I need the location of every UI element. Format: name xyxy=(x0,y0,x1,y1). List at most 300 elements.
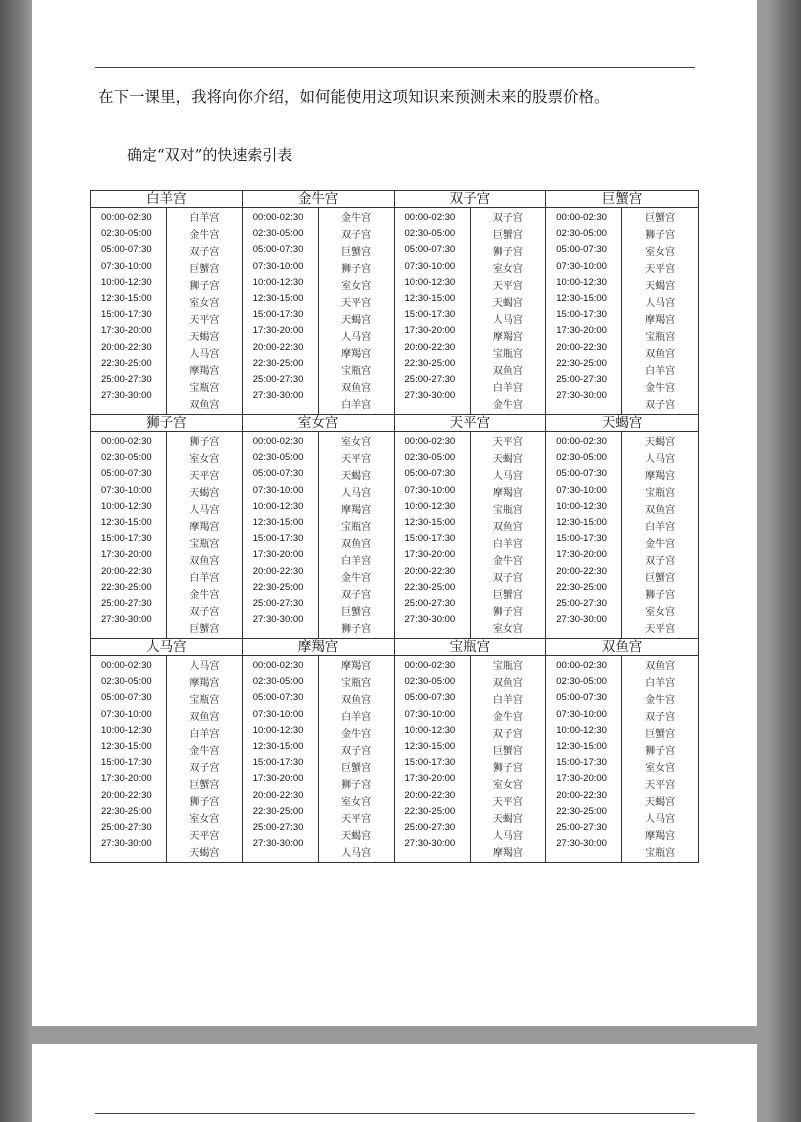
sign-name: 人马宫 xyxy=(645,814,676,825)
time-range: 10:00-12:30 xyxy=(404,276,456,288)
zodiac-table xyxy=(91,639,243,862)
intro-paragraph: 在下一课里，我将向你介绍，如何能使用这项知识来预测未来的股票价格。 xyxy=(98,88,610,106)
sign-name: 狮子宫 xyxy=(492,763,523,774)
zodiac-table-title: 天平宫 xyxy=(395,415,546,432)
sign-name: 巨蟹宫 xyxy=(189,264,220,275)
sign-name: 双子宫 xyxy=(645,556,676,567)
time-range: 22:30-25:00 xyxy=(101,581,152,593)
sign-name: 狮子宫 xyxy=(492,247,523,258)
sign-name: 宝瓶宫 xyxy=(341,522,372,533)
sign-name: 天蝎宫 xyxy=(645,437,676,448)
time-range: 27:30-30:00 xyxy=(252,614,304,626)
time-range: 05:00-07:30 xyxy=(252,244,304,256)
sign-name: 天平宫 xyxy=(492,281,523,292)
table-heading: 确定“双对”的快速索引表 xyxy=(127,146,293,164)
sign-name: 摩羯宫 xyxy=(189,366,220,377)
sign-name: 天蝎宫 xyxy=(341,471,372,482)
time-range: 22:30-25:00 xyxy=(404,357,456,369)
time-range: 10:00-12:30 xyxy=(404,500,456,512)
sign-name: 白羊宫 xyxy=(189,573,220,584)
time-range: 17:30-20:00 xyxy=(404,325,456,337)
sign-name: 巨蟹宫 xyxy=(492,230,523,241)
sign-name: 狮子宫 xyxy=(189,437,220,448)
time-range: 07:30-10:00 xyxy=(252,260,304,272)
sign-name: 天平宫 xyxy=(645,780,676,791)
time-range: 05:00-07:30 xyxy=(556,692,607,704)
time-range: 00:00-02:30 xyxy=(556,660,607,671)
sign-name: 人马宫 xyxy=(492,471,523,482)
sign-name: 双子宫 xyxy=(645,400,676,411)
sign-name: 天蝎宫 xyxy=(189,848,220,859)
time-range: 17:30-20:00 xyxy=(404,549,456,561)
time-range: 27:30-30:00 xyxy=(404,838,456,850)
time-range: 00:00-02:30 xyxy=(101,660,152,671)
sign-name: 白羊宫 xyxy=(492,695,523,706)
sign-name: 人马宫 xyxy=(189,661,220,672)
sign-name: 人马宫 xyxy=(645,454,676,465)
sign-name: 天平宫 xyxy=(341,814,372,825)
sign-name: 双鱼宫 xyxy=(189,556,220,567)
time-range: 22:30-25:00 xyxy=(556,805,607,817)
time-range: 22:30-25:00 xyxy=(252,581,304,593)
sign-name: 天蝎宫 xyxy=(341,831,372,842)
time-range: 12:30-15:00 xyxy=(404,292,456,304)
time-range: 15:00-17:30 xyxy=(404,533,456,545)
sign-name: 宝瓶宫 xyxy=(189,539,220,550)
sign-name: 双子宫 xyxy=(341,590,372,601)
sign-name: 白羊宫 xyxy=(492,539,523,550)
time-range: 10:00-12:30 xyxy=(252,276,304,288)
time-range: 05:00-07:30 xyxy=(101,692,152,704)
sign-column xyxy=(622,432,698,638)
sign-name: 白羊宫 xyxy=(492,383,523,394)
sign-name: 天平宫 xyxy=(189,315,220,326)
double-pair-index-table xyxy=(90,190,699,863)
sign-name: 狮子宫 xyxy=(645,590,676,601)
sign-name: 室女宫 xyxy=(189,814,220,825)
sign-name: 天蝎宫 xyxy=(189,332,220,343)
time-range: 25:00-27:30 xyxy=(556,373,607,385)
time-range: 15:00-17:30 xyxy=(101,533,152,545)
time-range-column xyxy=(91,656,167,862)
zodiac-table-title: 双子宫 xyxy=(395,191,546,208)
time-range: 12:30-15:00 xyxy=(101,740,152,752)
sign-column xyxy=(622,208,698,414)
sign-name: 金牛宫 xyxy=(645,539,676,550)
sign-name: 室女宫 xyxy=(492,264,523,275)
time-range: 27:30-30:00 xyxy=(101,390,152,402)
time-range: 05:00-07:30 xyxy=(404,692,456,704)
sign-name: 天平宫 xyxy=(341,298,372,309)
time-range: 10:00-12:30 xyxy=(252,724,304,736)
time-range: 22:30-25:00 xyxy=(101,805,152,817)
sign-name: 金牛宫 xyxy=(645,695,676,706)
time-range: 07:30-10:00 xyxy=(556,484,607,496)
time-range: 07:30-10:00 xyxy=(556,260,607,272)
sign-name: 金牛宫 xyxy=(492,400,523,411)
time-range: 20:00-22:30 xyxy=(101,341,152,353)
sign-name: 天平宫 xyxy=(492,797,523,808)
time-range: 00:00-02:30 xyxy=(101,212,152,223)
zodiac-table xyxy=(91,191,243,415)
sign-name: 巨蟹宫 xyxy=(189,624,220,635)
sign-name: 双鱼宫 xyxy=(492,522,523,533)
time-range: 17:30-20:00 xyxy=(101,325,152,337)
sign-name: 摩羯宫 xyxy=(492,488,523,499)
sign-column xyxy=(319,432,394,638)
time-range: 07:30-10:00 xyxy=(101,260,152,272)
time-range: 27:30-30:00 xyxy=(556,838,607,850)
sign-name: 双鱼宫 xyxy=(189,400,220,411)
sign-name: 室女宫 xyxy=(492,780,523,791)
time-range: 22:30-25:00 xyxy=(252,805,304,817)
time-range: 17:30-20:00 xyxy=(556,549,607,561)
sign-name: 白羊宫 xyxy=(341,712,372,723)
sign-column xyxy=(167,208,242,414)
time-range: 02:30-05:00 xyxy=(404,228,456,240)
sign-name: 室女宫 xyxy=(645,247,676,258)
sign-name: 人马宫 xyxy=(341,848,372,859)
time-range: 05:00-07:30 xyxy=(404,244,456,256)
sign-name: 双子宫 xyxy=(492,729,523,740)
sign-name: 人马宫 xyxy=(189,505,220,516)
zodiac-table xyxy=(395,415,547,639)
sign-name: 金牛宫 xyxy=(341,729,372,740)
time-range: 25:00-27:30 xyxy=(101,597,152,609)
time-range-column xyxy=(243,208,319,414)
sign-name: 人马宫 xyxy=(341,332,372,343)
zodiac-table-title: 白羊宫 xyxy=(91,191,242,208)
time-range: 15:00-17:30 xyxy=(556,309,607,321)
time-range: 15:00-17:30 xyxy=(101,757,152,769)
sign-column xyxy=(319,656,394,862)
zodiac-table-title: 金牛宫 xyxy=(243,191,394,208)
time-range: 00:00-02:30 xyxy=(404,436,456,447)
time-range: 12:30-15:00 xyxy=(556,740,607,752)
time-range: 20:00-22:30 xyxy=(404,565,456,577)
time-range: 20:00-22:30 xyxy=(252,341,304,353)
sign-name: 人马宫 xyxy=(645,298,676,309)
time-range: 20:00-22:30 xyxy=(252,565,304,577)
time-range: 07:30-10:00 xyxy=(556,708,607,720)
time-range: 15:00-17:30 xyxy=(556,757,607,769)
time-range: 15:00-17:30 xyxy=(556,533,607,545)
sign-name: 天蝎宫 xyxy=(645,797,676,808)
time-range: 27:30-30:00 xyxy=(404,390,456,402)
time-range: 02:30-05:00 xyxy=(556,676,607,688)
sign-name: 双鱼宫 xyxy=(341,383,372,394)
time-range: 12:30-15:00 xyxy=(252,292,304,304)
sign-name: 狮子宫 xyxy=(341,264,372,275)
sign-column xyxy=(622,656,698,862)
sign-name: 白羊宫 xyxy=(189,213,220,224)
sign-name: 双子宫 xyxy=(189,247,220,258)
zodiac-table xyxy=(546,415,698,639)
time-range: 25:00-27:30 xyxy=(556,821,607,833)
time-range: 15:00-17:30 xyxy=(252,533,304,545)
time-range: 17:30-20:00 xyxy=(252,325,304,337)
sign-name: 双子宫 xyxy=(492,573,523,584)
time-range: 25:00-27:30 xyxy=(556,597,607,609)
time-range: 25:00-27:30 xyxy=(101,373,152,385)
sign-name: 室女宫 xyxy=(341,437,372,448)
sign-name: 双子宫 xyxy=(189,763,220,774)
zodiac-table-title: 狮子宫 xyxy=(91,415,242,432)
time-range: 27:30-30:00 xyxy=(556,614,607,626)
time-range: 27:30-30:00 xyxy=(404,614,456,626)
time-range: 22:30-25:00 xyxy=(556,581,607,593)
zodiac-table-title: 双鱼宫 xyxy=(546,639,698,656)
sign-name: 人马宫 xyxy=(189,349,220,360)
sign-column xyxy=(471,432,546,638)
time-range: 02:30-05:00 xyxy=(556,452,607,464)
sign-name: 宝瓶宫 xyxy=(645,332,676,343)
time-range: 15:00-17:30 xyxy=(404,757,456,769)
sign-name: 室女宫 xyxy=(189,454,220,465)
sign-name: 宝瓶宫 xyxy=(492,661,523,672)
sign-name: 金牛宫 xyxy=(189,590,220,601)
time-range: 25:00-27:30 xyxy=(404,597,456,609)
time-range-column xyxy=(243,656,319,862)
sign-name: 摩羯宫 xyxy=(189,678,220,689)
sign-name: 巨蟹宫 xyxy=(645,213,676,224)
sign-name: 白羊宫 xyxy=(645,522,676,533)
time-range: 07:30-10:00 xyxy=(404,484,456,496)
sign-column xyxy=(319,208,394,414)
sign-name: 双鱼宫 xyxy=(645,661,676,672)
sign-name: 摩羯宫 xyxy=(341,661,372,672)
time-range: 00:00-02:30 xyxy=(252,436,304,447)
zodiac-table-title: 室女宫 xyxy=(243,415,394,432)
time-range: 02:30-05:00 xyxy=(404,676,456,688)
time-range: 27:30-30:00 xyxy=(101,614,152,626)
sign-name: 双子宫 xyxy=(189,607,220,618)
time-range: 15:00-17:30 xyxy=(252,309,304,321)
sign-name: 金牛宫 xyxy=(341,573,372,584)
time-range: 00:00-02:30 xyxy=(404,660,456,671)
time-range: 22:30-25:00 xyxy=(404,805,456,817)
sign-name: 白羊宫 xyxy=(341,556,372,567)
sign-name: 天蝎宫 xyxy=(341,315,372,326)
time-range: 12:30-15:00 xyxy=(252,516,304,528)
sign-name: 摩羯宫 xyxy=(645,831,676,842)
sign-name: 摩羯宫 xyxy=(341,505,372,516)
sign-name: 狮子宫 xyxy=(341,780,372,791)
sign-name: 巨蟹宫 xyxy=(645,573,676,584)
time-range: 17:30-20:00 xyxy=(101,773,152,785)
time-range: 00:00-02:30 xyxy=(404,212,456,223)
time-range: 02:30-05:00 xyxy=(252,452,304,464)
time-range: 20:00-22:30 xyxy=(101,565,152,577)
time-range-column xyxy=(91,208,167,414)
time-range: 17:30-20:00 xyxy=(556,773,607,785)
time-range-column xyxy=(243,432,319,638)
sign-column xyxy=(471,208,546,414)
time-range-column xyxy=(91,432,167,638)
time-range: 20:00-22:30 xyxy=(252,789,304,801)
sign-name: 室女宫 xyxy=(341,797,372,808)
time-range: 07:30-10:00 xyxy=(404,260,456,272)
sign-name: 金牛宫 xyxy=(645,383,676,394)
sign-name: 金牛宫 xyxy=(492,556,523,567)
sign-column xyxy=(167,656,242,862)
sign-name: 摩羯宫 xyxy=(492,332,523,343)
sign-name: 人马宫 xyxy=(492,831,523,842)
sign-name: 天蝎宫 xyxy=(189,488,220,499)
time-range: 12:30-15:00 xyxy=(556,516,607,528)
time-range: 05:00-07:30 xyxy=(252,468,304,480)
time-range: 07:30-10:00 xyxy=(252,708,304,720)
time-range: 12:30-15:00 xyxy=(404,740,456,752)
time-range: 10:00-12:30 xyxy=(556,724,607,736)
sign-name: 室女宫 xyxy=(189,298,220,309)
zodiac-table xyxy=(243,415,395,639)
sign-name: 巨蟹宫 xyxy=(341,763,372,774)
sign-name: 天平宫 xyxy=(341,454,372,465)
sign-name: 金牛宫 xyxy=(189,746,220,757)
time-range: 12:30-15:00 xyxy=(556,292,607,304)
time-range: 17:30-20:00 xyxy=(556,325,607,337)
sign-name: 天蝎宫 xyxy=(492,298,523,309)
sign-name: 金牛宫 xyxy=(341,213,372,224)
time-range-column xyxy=(395,208,471,414)
sign-column xyxy=(167,432,242,638)
sign-name: 天平宫 xyxy=(189,471,220,482)
time-range-column xyxy=(546,656,622,862)
sign-name: 摩羯宫 xyxy=(645,315,676,326)
sign-name: 室女宫 xyxy=(645,607,676,618)
zodiac-table-title: 天蝎宫 xyxy=(546,415,698,432)
sign-name: 人马宫 xyxy=(341,488,372,499)
time-range: 27:30-30:00 xyxy=(556,390,607,402)
time-range: 07:30-10:00 xyxy=(252,484,304,496)
time-range: 00:00-02:30 xyxy=(252,660,304,671)
time-range: 17:30-20:00 xyxy=(404,773,456,785)
sign-name: 白羊宫 xyxy=(645,366,676,377)
sign-name: 巨蟹宫 xyxy=(341,607,372,618)
sign-name: 白羊宫 xyxy=(341,400,372,411)
time-range: 22:30-25:00 xyxy=(252,357,304,369)
time-range: 27:30-30:00 xyxy=(252,390,304,402)
sign-name: 狮子宫 xyxy=(189,281,220,292)
sign-name: 宝瓶宫 xyxy=(341,678,372,689)
sign-name: 宝瓶宫 xyxy=(645,848,676,859)
time-range: 15:00-17:30 xyxy=(404,309,456,321)
time-range: 17:30-20:00 xyxy=(252,773,304,785)
sign-name: 巨蟹宫 xyxy=(492,746,523,757)
time-range: 20:00-22:30 xyxy=(556,565,607,577)
sign-name: 宝瓶宫 xyxy=(645,488,676,499)
time-range: 25:00-27:30 xyxy=(101,821,152,833)
sign-name: 宝瓶宫 xyxy=(341,366,372,377)
zodiac-table xyxy=(546,191,698,415)
sign-name: 双子宫 xyxy=(341,230,372,241)
zodiac-table xyxy=(395,191,547,415)
time-range: 27:30-30:00 xyxy=(252,838,304,850)
sign-name: 天蝎宫 xyxy=(645,281,676,292)
time-range: 25:00-27:30 xyxy=(404,821,456,833)
sign-name: 天平宫 xyxy=(492,437,523,448)
next-document-page xyxy=(32,1044,757,1122)
sign-name: 白羊宫 xyxy=(189,729,220,740)
sign-name: 巨蟹宫 xyxy=(492,590,523,601)
sign-name: 巨蟹宫 xyxy=(189,780,220,791)
sign-name: 摩羯宫 xyxy=(492,848,523,859)
time-range: 07:30-10:00 xyxy=(101,708,152,720)
sign-name: 宝瓶宫 xyxy=(189,383,220,394)
time-range: 20:00-22:30 xyxy=(556,341,607,353)
time-range: 27:30-30:00 xyxy=(101,838,152,850)
sign-name: 天平宫 xyxy=(645,624,676,635)
zodiac-table-title: 巨蟹宫 xyxy=(546,191,698,208)
sign-name: 狮子宫 xyxy=(645,746,676,757)
header-rule xyxy=(95,67,695,68)
time-range: 05:00-07:30 xyxy=(101,468,152,480)
sign-name: 天蝎宫 xyxy=(492,454,523,465)
time-range: 12:30-15:00 xyxy=(101,516,152,528)
sign-name: 双鱼宫 xyxy=(341,539,372,550)
time-range-column xyxy=(546,432,622,638)
sign-name: 双鱼宫 xyxy=(645,505,676,516)
time-range: 10:00-12:30 xyxy=(556,276,607,288)
time-range: 22:30-25:00 xyxy=(404,581,456,593)
time-range: 12:30-15:00 xyxy=(252,740,304,752)
sign-name: 室女宫 xyxy=(492,624,523,635)
time-range: 02:30-05:00 xyxy=(101,452,152,464)
zodiac-table-title: 宝瓶宫 xyxy=(395,639,546,656)
sign-name: 双鱼宫 xyxy=(341,695,372,706)
time-range: 02:30-05:00 xyxy=(556,228,607,240)
sign-name: 宝瓶宫 xyxy=(492,505,523,516)
time-range: 20:00-22:30 xyxy=(556,789,607,801)
sign-name: 双子宫 xyxy=(492,213,523,224)
sign-name: 狮子宫 xyxy=(645,230,676,241)
time-range: 12:30-15:00 xyxy=(101,292,152,304)
time-range: 10:00-12:30 xyxy=(404,724,456,736)
sign-name: 天蝎宫 xyxy=(492,814,523,825)
time-range: 10:00-12:30 xyxy=(556,500,607,512)
time-range: 00:00-02:30 xyxy=(252,212,304,223)
time-range: 17:30-20:00 xyxy=(101,549,152,561)
sign-name: 室女宫 xyxy=(645,763,676,774)
time-range: 02:30-05:00 xyxy=(252,228,304,240)
sign-name: 摩羯宫 xyxy=(645,471,676,482)
zodiac-table xyxy=(91,415,243,639)
sign-name: 宝瓶宫 xyxy=(189,695,220,706)
time-range: 10:00-12:30 xyxy=(101,500,152,512)
time-range: 20:00-22:30 xyxy=(101,789,152,801)
time-range: 22:30-25:00 xyxy=(101,357,152,369)
sign-name: 室女宫 xyxy=(341,281,372,292)
time-range: 05:00-07:30 xyxy=(252,692,304,704)
sign-name: 金牛宫 xyxy=(492,712,523,723)
time-range: 05:00-07:30 xyxy=(404,468,456,480)
time-range: 25:00-27:30 xyxy=(252,821,304,833)
time-range: 25:00-27:30 xyxy=(252,597,304,609)
sign-name: 双鱼宫 xyxy=(492,366,523,377)
time-range: 05:00-07:30 xyxy=(556,468,607,480)
time-range: 00:00-02:30 xyxy=(556,212,607,223)
time-range: 07:30-10:00 xyxy=(404,708,456,720)
zodiac-table-title: 摩羯宫 xyxy=(243,639,394,656)
sign-name: 摩羯宫 xyxy=(341,349,372,360)
time-range: 07:30-10:00 xyxy=(101,484,152,496)
time-range: 22:30-25:00 xyxy=(556,357,607,369)
time-range: 25:00-27:30 xyxy=(404,373,456,385)
time-range: 10:00-12:30 xyxy=(101,276,152,288)
sign-name: 狮子宫 xyxy=(189,797,220,808)
sign-name: 天平宫 xyxy=(645,264,676,275)
